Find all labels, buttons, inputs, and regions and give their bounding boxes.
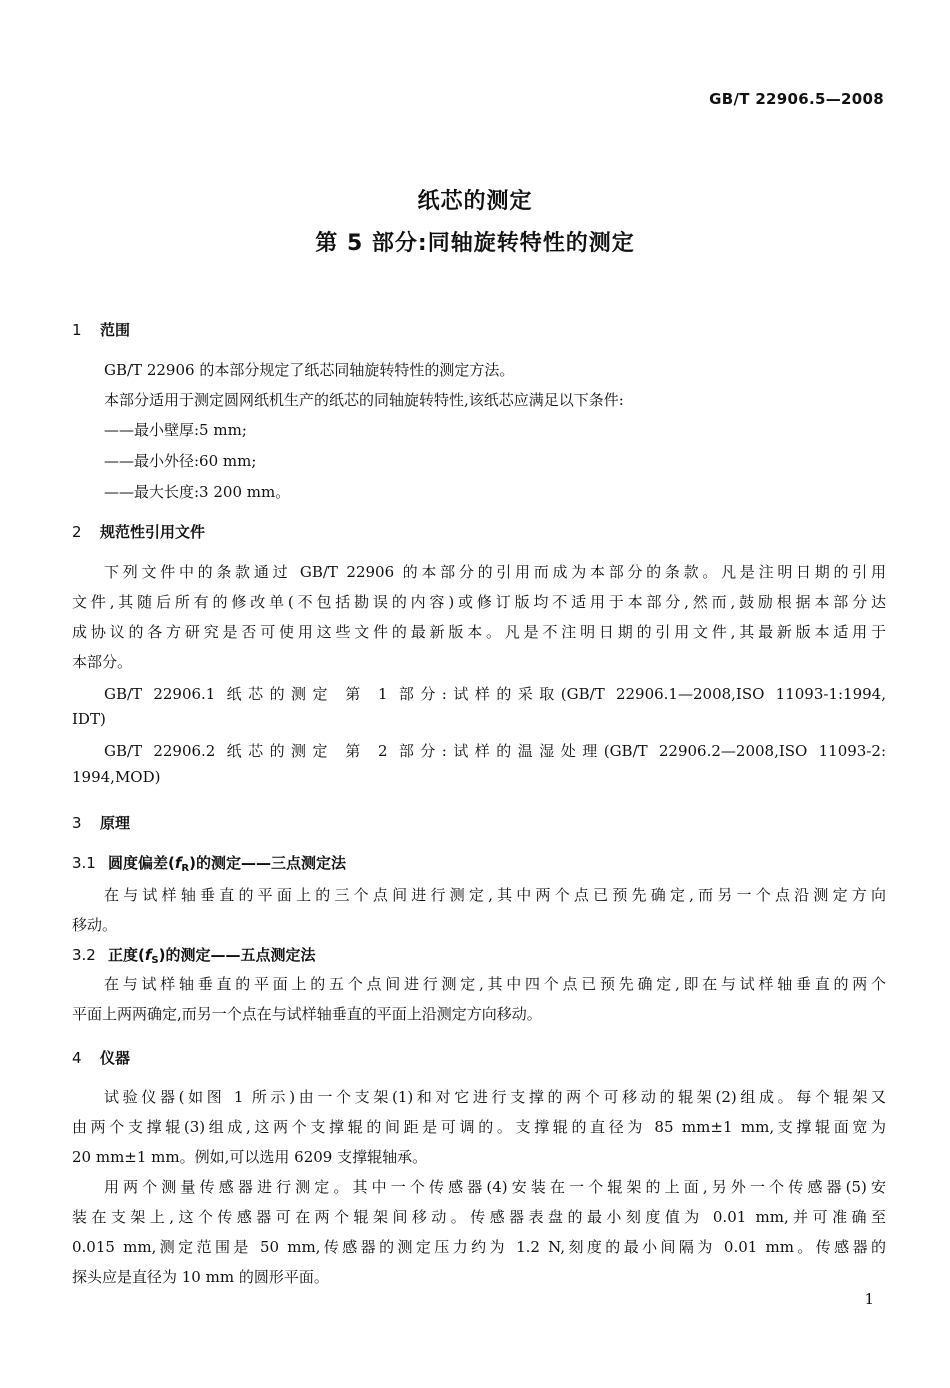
paragraph-line: 试验仪器(如图 1 所示)由一个支架(1)和对它进行支撑的两个可移动的辊架(2)组成。每个辊架又 bbox=[104, 1088, 886, 1106]
paragraph-line: 文件,其随后所有的修改单(不包括勘误的内容)或修订版均不适用于本部分,然而,鼓励根据本部分达 bbox=[72, 593, 886, 611]
section-number: 4 bbox=[72, 1049, 82, 1067]
title-line-1: 纸芯的测定 bbox=[417, 189, 533, 214]
title-line-2: 第 5 部分:同轴旋转特性的测定 bbox=[315, 231, 635, 256]
paragraph-line: 在与试样轴垂直的平面上的五个点间进行测定,其中四个点已预先确定,即在与试样轴垂直的两个 bbox=[104, 975, 886, 993]
section-title: 范围 bbox=[100, 321, 131, 339]
paragraph-line: 用两个测量传感器进行测定。其中一个传感器(4)安装在一个辊架的上面,另外一个传感器(5)安 bbox=[104, 1178, 886, 1196]
heading-text: 正度( bbox=[108, 946, 145, 964]
subsection-number: 3.1 bbox=[72, 854, 96, 872]
section-title: 仪器 bbox=[100, 1049, 131, 1067]
reference-line: GB/T 22906.2 纸芯的测定 第 2 部分:试样的温湿处理(GB/T 22906.2—2008,ISO 11093-2: bbox=[104, 742, 886, 760]
section-2-heading bbox=[72, 521, 205, 542]
subsection-3-1-heading bbox=[72, 852, 346, 874]
paragraph-line: 移动。 bbox=[72, 916, 118, 934]
document-code: GB/T 22906.5—2008 bbox=[709, 90, 884, 108]
heading-text: )的测定——五点测定法 bbox=[158, 946, 316, 964]
paragraph: 本部分适用于测定圆网纸机生产的纸芯的同轴旋转特性,该纸芯应满足以下条件: bbox=[104, 391, 624, 409]
section-3-heading bbox=[72, 812, 130, 833]
paragraph-line: 本部分。 bbox=[72, 653, 133, 671]
subscript: S bbox=[151, 955, 159, 966]
paragraph-line: 在与试样轴垂直的平面上的三个点间进行测定,其中两个点已预先确定,而另一个点沿测定方向 bbox=[104, 886, 886, 904]
paragraph-line: 装在支架上,这个传感器可在两个辊架间移动。传感器表盘的最小刻度值为 0.01 mm,并可准确至 bbox=[72, 1208, 886, 1226]
section-number: 3 bbox=[72, 814, 82, 832]
subscript: R bbox=[181, 863, 190, 874]
paragraph-line: 探头应是直径为 10 mm 的圆形平面。 bbox=[72, 1268, 329, 1286]
paragraph-line: 成协议的各方研究是否可使用这些文件的最新版本。凡是不注明日期的引用文件,其最新版本适用于 bbox=[72, 623, 886, 641]
section-number: 2 bbox=[72, 523, 82, 541]
heading-text: )的测定——三点测定法 bbox=[189, 854, 346, 872]
paragraph-line: 平面上两两确定,而另一个点在与试样轴垂直的平面上沿测定方向移动。 bbox=[72, 1005, 542, 1023]
paragraph: GB/T 22906 的本部分规定了纸芯同轴旋转特性的测定方法。 bbox=[104, 361, 515, 379]
list-item: ——最小外径:60 mm; bbox=[104, 452, 257, 470]
paragraph-line: 下列文件中的条款通过 GB/T 22906 的本部分的引用而成为本部分的条款。凡是注明日期的引用 bbox=[104, 563, 886, 581]
subsection-number: 3.2 bbox=[72, 946, 96, 964]
paragraph-line: 由两个支撑辊(3)组成,这两个支撑辊的间距是可调的。支撑辊的直径为 85 mm±1 mm,支撑辊面宽为 bbox=[72, 1118, 886, 1136]
paragraph-line: 0.015 mm,测定范围是 50 mm,传感器的测定压力约为 1.2 N,刻度的最小间隔为 0.01 mm。传感器的 bbox=[72, 1238, 886, 1256]
page-number: 1 bbox=[864, 1290, 874, 1308]
symbol-f: f bbox=[144, 946, 152, 964]
reference-line: GB/T 22906.1 纸芯的测定 第 1 部分:试样的采取(GB/T 22906.1—2008,ISO 11093-1:1994, bbox=[104, 685, 886, 703]
reference-line: 1994,MOD) bbox=[72, 768, 161, 786]
paragraph-line: 20 mm±1 mm。例如,可以选用 6209 支撑辊轴承。 bbox=[72, 1148, 428, 1166]
heading-text: 圆度偏差( bbox=[108, 854, 175, 872]
list-item: ——最小壁厚:5 mm; bbox=[104, 421, 247, 439]
section-1-heading bbox=[72, 319, 130, 340]
subsection-3-2-heading bbox=[72, 944, 315, 966]
symbol-f: f bbox=[174, 854, 182, 872]
section-title: 原理 bbox=[100, 814, 131, 832]
list-item: ——最大长度:3 200 mm。 bbox=[104, 483, 291, 501]
section-number: 1 bbox=[72, 321, 82, 339]
reference-line: IDT) bbox=[72, 710, 106, 728]
section-4-heading bbox=[72, 1047, 130, 1068]
section-title: 规范性引用文件 bbox=[100, 523, 206, 541]
